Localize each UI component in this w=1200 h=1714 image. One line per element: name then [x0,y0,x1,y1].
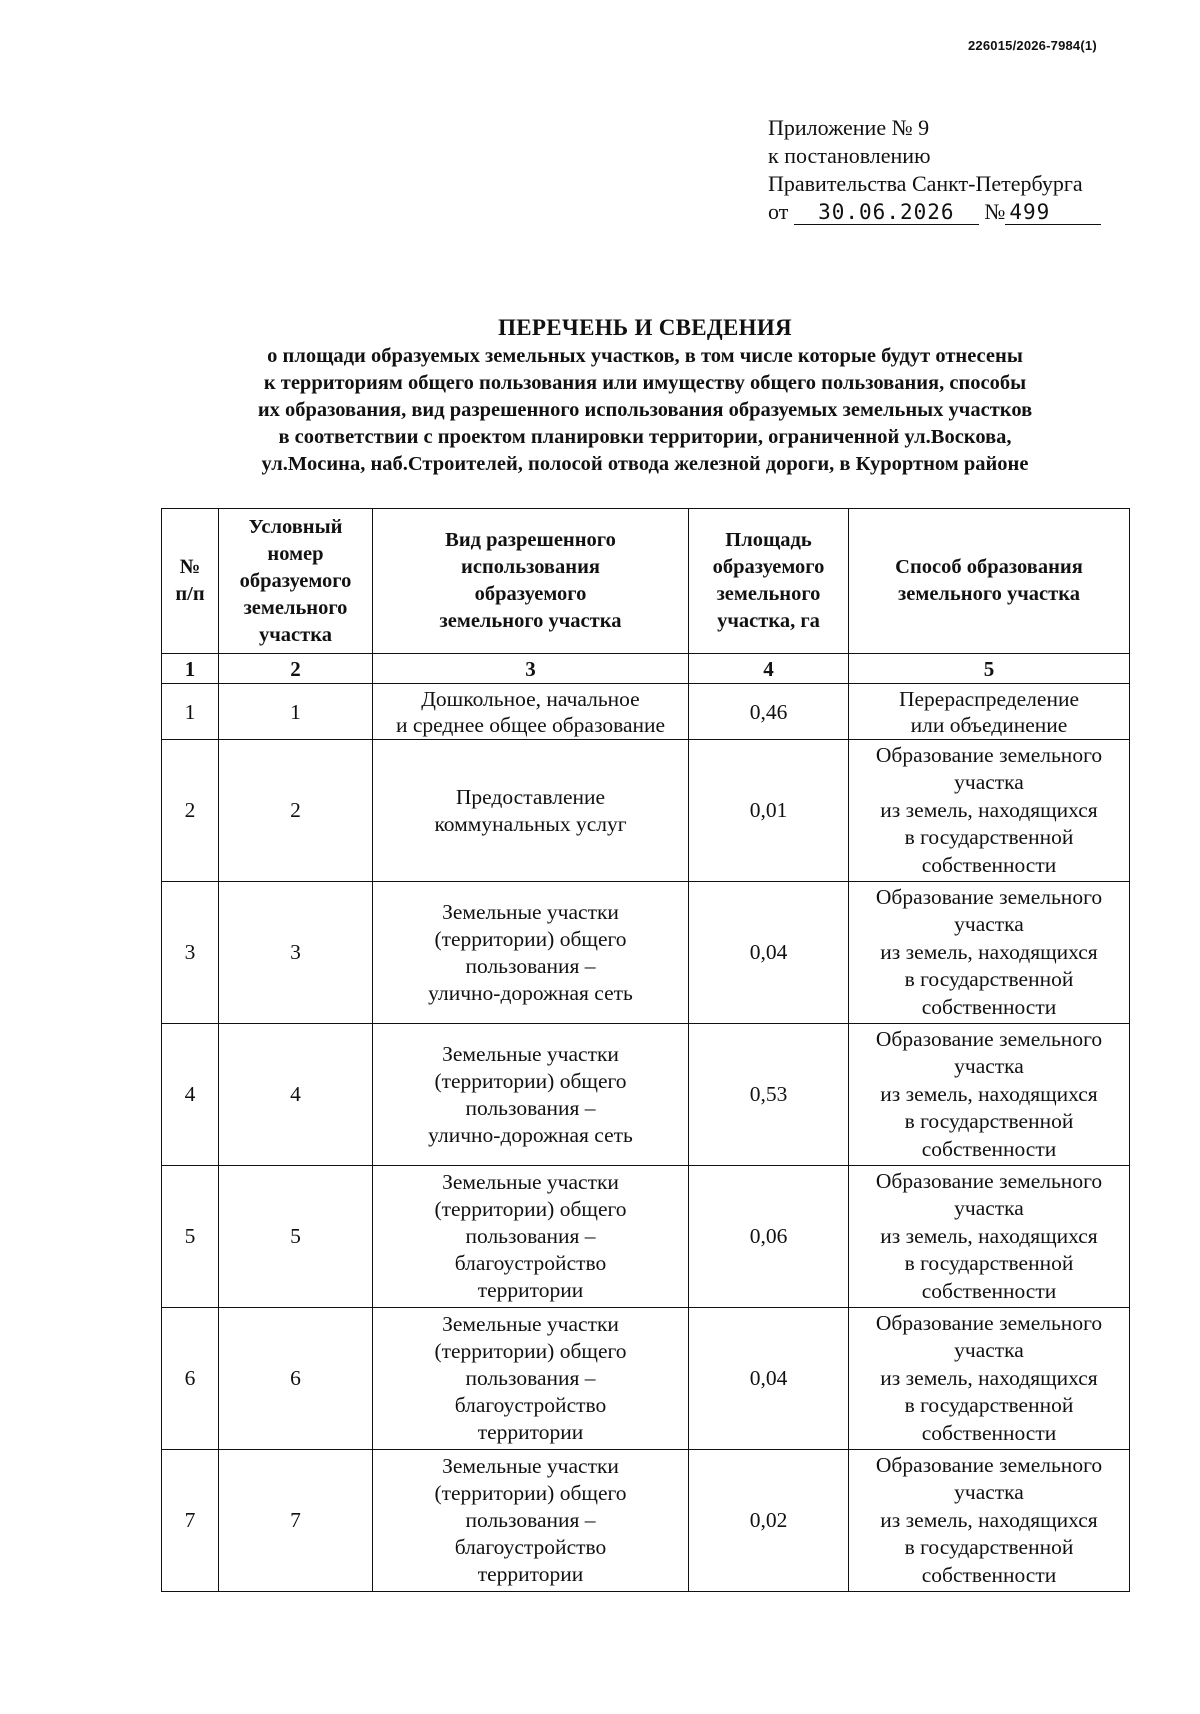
column-number: 1 [162,654,219,684]
cell-text-line: 1 [290,699,301,724]
header-text-line: участка, га [717,610,820,632]
cell-row-number [162,882,219,1024]
cell-plot-number [219,740,373,882]
cell-text-line: Образование земельного [875,1168,1103,1193]
cell-area [689,882,849,1024]
cell-text-line: собственности [921,994,1057,1019]
cell-plot-number [219,1024,373,1166]
cell-text-line: 2 [290,798,301,822]
cell-text-line: 0,53 [749,1082,788,1106]
cell-text-line: улично-дорожная сеть [428,980,633,1005]
cell-text-line: пользования – [465,1095,596,1120]
header-text-line: использования [461,556,600,578]
cell-formation-method [849,1024,1130,1166]
title-subtitle-line: ул.Мосина, наб.Строителей, полосой отвода железной дороги, в Курортном районе [261,453,1029,475]
cell-text-line: 6 [184,1366,196,1390]
cell-permitted-use [373,1024,689,1166]
cell-text-line: 1 [184,699,196,724]
cell-text-line: 5 [184,1224,196,1248]
header-text-line: земельного участка [439,610,622,632]
cell-plot-number [219,1450,373,1592]
title-main: ПЕРЕЧЕНЬ И СВЕДЕНИЯ [498,315,792,340]
header-text-line: Условный [248,515,343,538]
cell-text-line: 5 [290,1224,301,1248]
cell-text-line: 3 [184,940,196,964]
header-text-line: образуемого [712,556,825,578]
cell-row-number [162,1166,219,1308]
cell-text-line: 0,04 [749,1366,788,1390]
cell-text-line: 0,46 [749,699,788,724]
title-subtitle-line: в соответствии с проектом планировки территории, ограниченной ул.Воскова, [278,426,1012,448]
cell-text-line: Перераспределение [898,686,1080,711]
cell-area [689,684,849,740]
header-text-line: земельного участка [898,583,1080,605]
cell-text-line: пользования – [465,1366,596,1390]
cell-text-line: пользования – [465,1224,596,1248]
cell-text-line: из земель, находящихся [880,939,1098,964]
header-text-line: Способ образования [895,556,1083,578]
cell-text-line: (территории) общего [434,1197,627,1221]
cell-text-line: участка [954,770,1024,795]
cell-text-line: в государственной [904,825,1074,850]
appendix-date-line [768,198,1168,226]
cell-text-line: 3 [290,940,301,964]
cell-text-line: в государственной [904,1251,1074,1276]
cell-text-line: из земель, находящихся [880,797,1098,822]
cell-text-line: Образование земельного [875,884,1103,909]
header-text-line: участка [259,623,332,646]
cell-text-line: собственности [921,852,1057,877]
cell-formation-method [849,740,1130,882]
cell-text-line: благоустройство [454,1251,607,1275]
cell-permitted-use [373,1166,689,1308]
cell-text-line: 0,06 [749,1224,788,1248]
cell-text-line: Земельные участки [442,1041,619,1066]
cell-permitted-use [373,882,689,1024]
decree-number: 499 [1005,200,1101,225]
cell-text-line: территории [477,1278,584,1302]
cell-text-line: из земель, находящихся [880,1081,1098,1106]
appendix-block [768,114,1168,226]
cell-text-line: в государственной [904,967,1074,992]
cell-text-line: 2 [184,798,196,822]
header-text-line: номер [267,542,324,565]
cell-row-number [162,1308,219,1450]
cell-text-line: собственности [921,1562,1057,1587]
cell-plot-number [219,684,373,740]
header-formation-method [849,509,1130,654]
cell-area [689,1450,849,1592]
cell-text-line: (территории) общего [434,1068,627,1093]
cell-text-line: участка [954,1480,1024,1505]
cell-row-number [162,684,219,740]
table-row [162,882,1130,1024]
cell-text-line: (территории) общего [434,1339,627,1363]
cell-text-line: Земельные участки [442,1454,619,1478]
cell-area [689,1308,849,1450]
cell-plot-number [219,882,373,1024]
cell-row-number [162,1024,219,1166]
document-id: 226015/2026-7984(1) [968,38,1097,53]
cell-row-number [162,740,219,882]
cell-text-line: Земельные участки [442,1170,619,1194]
title-subtitle-line: о площади образуемых земельных участков, в том числе которые будут отнесены [267,345,1023,367]
cell-permitted-use [373,684,689,740]
cell-plot-number [219,1308,373,1450]
cell-permitted-use [373,1308,689,1450]
table-header-row [162,509,1130,654]
appendix-line-2: к постановлению [768,143,931,168]
cell-formation-method [849,1450,1130,1592]
cell-text-line: собственности [921,1278,1057,1303]
cell-text-line: в государственной [904,1109,1074,1134]
header-permitted-use [373,509,689,654]
cell-text-line: Дошкольное, начальное [421,686,640,711]
cell-text-line: из земель, находящихся [880,1365,1098,1390]
header-text-line: п/п [175,583,205,605]
cell-text-line: или объединение [910,712,1068,737]
cell-text-line: Образование земельного [875,1026,1103,1051]
table-row [162,1024,1130,1166]
cell-formation-method [849,1166,1130,1308]
table-row [162,684,1130,740]
cell-text-line: в государственной [904,1393,1074,1418]
cell-text-line: коммунальных услуг [434,811,627,836]
cell-text-line: 4 [184,1082,196,1106]
cell-formation-method [849,684,1130,740]
appendix-line-3: Правительства Санкт-Петербурга [768,171,1083,196]
land-plots-table [161,508,1130,1592]
table-row [162,1308,1130,1450]
header-plot-number [219,509,373,654]
cell-text-line: Образование земельного [875,1310,1103,1335]
header-row-number [162,509,219,654]
table-row [162,1166,1130,1308]
cell-text-line: Предоставление [455,784,606,809]
cell-text-line: (территории) общего [434,1481,627,1505]
header-text-line: образуемого [474,583,587,605]
cell-text-line: участка [954,1054,1024,1079]
cell-text-line: улично-дорожная сеть [428,1122,633,1147]
cell-formation-method [849,1308,1130,1450]
cell-text-line: (территории) общего [434,926,627,951]
cell-area [689,1166,849,1308]
cell-area [689,1024,849,1166]
title-subtitle-line: их образования, вид разрешенного использования образуемых земельных участков [257,399,1033,421]
cell-formation-method [849,882,1130,1024]
header-text-line: Площадь [725,529,812,551]
cell-text-line: благоустройство [454,1535,607,1559]
cell-text-line: участка [954,912,1024,937]
cell-text-line: собственности [921,1420,1057,1445]
cell-text-line: 0,02 [749,1508,788,1532]
cell-permitted-use [373,740,689,882]
cell-text-line: 6 [290,1366,301,1390]
header-text-line: № [179,556,201,578]
header-area [689,509,849,654]
cell-text-line: 4 [290,1082,301,1106]
cell-text-line: из земель, находящихся [880,1507,1098,1532]
cell-text-line: территории [477,1420,584,1444]
appendix-line-1: Приложение № 9 [768,115,930,140]
cell-text-line: 7 [290,1508,301,1532]
header-text-line: земельного [716,583,821,605]
document-title [140,313,1150,478]
cell-row-number [162,1450,219,1592]
number-label: № [984,199,1006,224]
cell-text-line: пользования – [465,1508,596,1532]
column-number: 4 [689,654,849,684]
header-text-line: Вид разрешенного [445,529,616,551]
cell-permitted-use [373,1450,689,1592]
cell-text-line: и среднее общее образование [395,712,666,737]
table-row [162,740,1130,882]
cell-text-line: территории [477,1562,584,1586]
cell-text-line: участка [954,1338,1024,1363]
header-text-line: образуемого [239,569,352,592]
decree-date: 30.06.2026 [794,200,979,225]
cell-text-line: участка [954,1196,1024,1221]
cell-text-line: 0,01 [749,798,788,822]
header-text-line: земельного [243,596,348,619]
cell-plot-number [219,1166,373,1308]
cell-text-line: Земельные участки [442,1312,619,1336]
cell-text-line: благоустройство [454,1393,607,1417]
column-number: 3 [373,654,689,684]
column-number: 2 [219,654,373,684]
cell-text-line: Образование земельного [875,742,1103,767]
cell-text-line: 0,04 [749,940,788,964]
table-row [162,1450,1130,1592]
cell-text-line: собственности [921,1136,1057,1161]
cell-text-line: Образование земельного [875,1452,1103,1477]
cell-text-line: 7 [184,1508,196,1532]
cell-area [689,740,849,882]
from-label: от [768,199,789,224]
cell-text-line: из земель, находящихся [880,1223,1098,1248]
title-subtitle-line: к территориям общего пользования или имуществу общего пользования, способы [263,372,1027,394]
cell-text-line: пользования – [465,953,596,978]
cell-text-line: в государственной [904,1535,1074,1560]
table-column-numbers-row [162,654,1130,684]
cell-text-line: Земельные участки [442,899,619,924]
column-number: 5 [849,654,1130,684]
